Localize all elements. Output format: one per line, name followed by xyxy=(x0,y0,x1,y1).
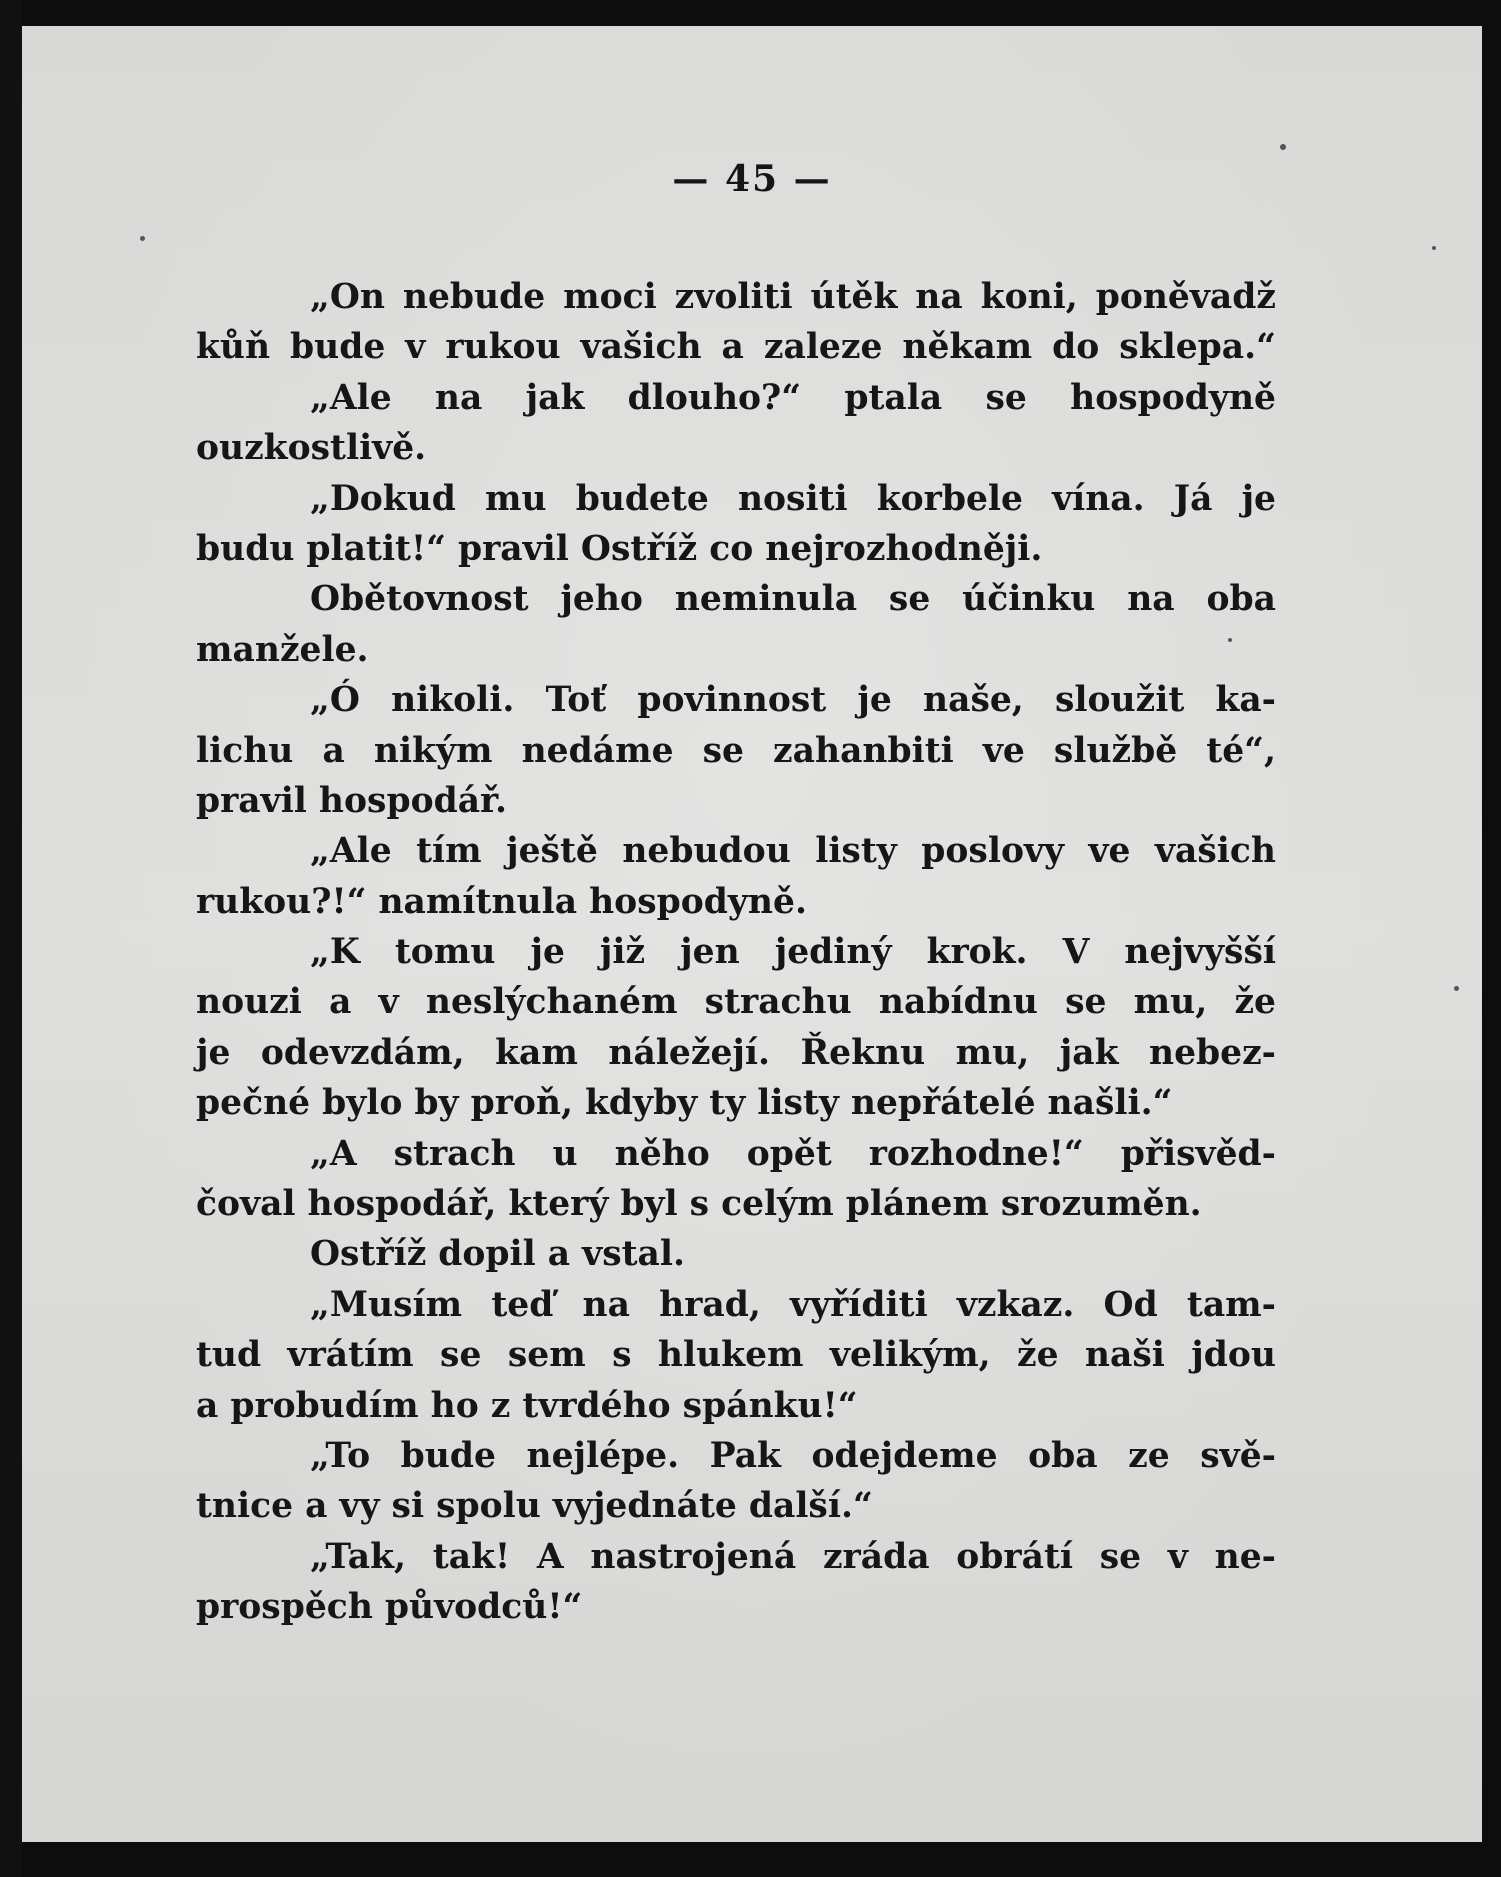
page-number: — 45 — xyxy=(672,158,832,200)
text-line: prospěch původců!“ xyxy=(196,1587,583,1628)
text-line: tnice a vy si spolu vyjednáte další.“ xyxy=(196,1486,873,1527)
text-line: manžele. xyxy=(196,629,369,670)
text-line: „Ó nikoli. Toť povinnost je naše, sloužit ka- xyxy=(310,680,1276,721)
text-line: „Tak, tak! A nastrojená zráda obrátí se v ne- xyxy=(310,1536,1276,1577)
text-line: kůň bude v rukou vašich a zaleze někam do sklepa.“ xyxy=(196,327,1276,368)
body-text xyxy=(196,272,1276,1633)
text-line: budu platit!“ pravil Ostříž co nejrozhodněji. xyxy=(196,528,1043,569)
book-page xyxy=(22,26,1482,1842)
text-line: pravil hospodář. xyxy=(196,780,508,821)
text-line: lichu a nikým nedáme se zahanbiti ve službě té“, xyxy=(196,730,1276,771)
scan-speck xyxy=(140,236,145,241)
text-line: tud vrátím se sem s hlukem velikým, že naši jdou xyxy=(196,1335,1276,1376)
text-line: „Musím teď na hrad, vyříditi vzkaz. Od tam- xyxy=(310,1284,1276,1325)
scan-speck xyxy=(1432,246,1436,250)
text-line: „Dokud mu budete nositi korbele vína. Já je xyxy=(310,478,1276,519)
text-line: Obětovnost jeho neminula se účinku na oba xyxy=(310,579,1276,620)
scan-speck xyxy=(1280,144,1286,150)
text-line: rukou?!“ namítnula hospodyně. xyxy=(196,881,807,922)
text-line: „To bude nejlépe. Pak odejdeme oba ze svě- xyxy=(310,1435,1276,1476)
text-line: „Ale tím ještě nebudou listy poslovy ve vašich xyxy=(310,831,1276,872)
text-line: Ostříž dopil a vstal. xyxy=(310,1234,686,1275)
text-line: pečné bylo by proň, kdyby ty listy nepřátelé našli.“ xyxy=(196,1083,1173,1124)
text-line: čoval hospodář, který byl s celým plánem srozuměn. xyxy=(196,1184,1202,1225)
text-line: „On nebude moci zvoliti útěk na koni, poněvadž xyxy=(310,277,1276,317)
text-line: „K tomu je již jen jediný krok. V nejvyšší xyxy=(310,932,1276,973)
text-line: „A strach u něho opět rozhodne!“ přisvěd- xyxy=(310,1133,1276,1174)
text-line: a probudím ho z tvrdého spánku!“ xyxy=(196,1385,858,1426)
scan-speck xyxy=(1454,986,1459,991)
text-line: ouzkostlivě. xyxy=(196,428,427,469)
scan-left-edge xyxy=(0,0,22,1877)
text-line: „Ale na jak dlouho?“ ptala se hospodyně xyxy=(310,377,1276,418)
text-line: nouzi a v neslýchaném strachu nabídnu se mu, že xyxy=(196,982,1276,1023)
text-line: je odevzdám, kam náležejí. Řeknu mu, jak nebez- xyxy=(196,1032,1276,1073)
